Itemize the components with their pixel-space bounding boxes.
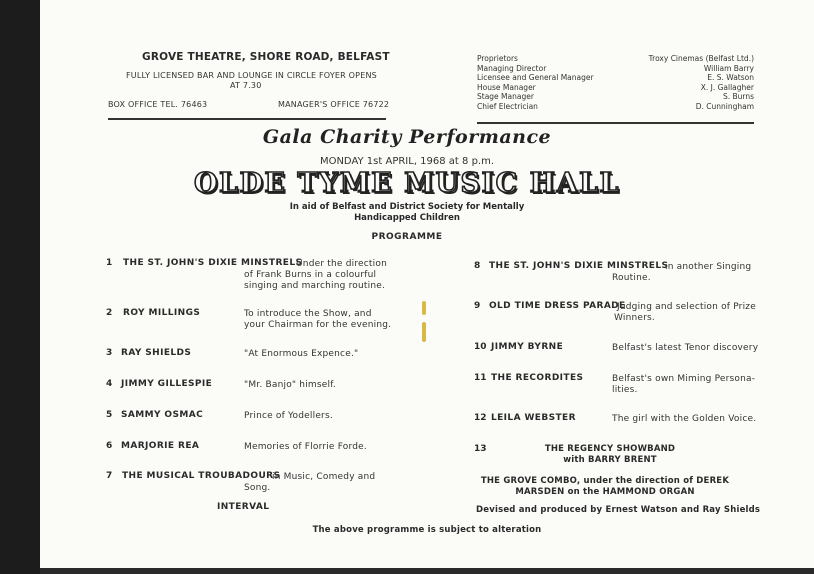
bar-notice-line2: AT 7.30	[230, 81, 262, 90]
act-name: RAY SHIELDS	[121, 348, 192, 358]
item13-line1: THE REGENCY SHOWBAND	[544, 444, 676, 454]
sheet-bottom-edge	[40, 568, 814, 574]
act-name: OLD TIME DRESS PARADE	[489, 301, 626, 311]
act-name: JIMMY BYRNE	[491, 342, 564, 352]
act-description: Routine.	[612, 273, 651, 283]
combo-line2: MARSDEN on the HAMMOND ORGAN	[515, 487, 695, 497]
charity-line2: Handicapped Children	[354, 213, 460, 223]
act-description: To introduce the Show, and	[244, 309, 372, 319]
item13-line2: with BARRY BRENT	[563, 455, 657, 465]
item-number: 9	[474, 301, 481, 311]
staff-role: Stage Manager	[477, 92, 534, 102]
act-name: JIMMY GILLESPIE	[121, 379, 213, 389]
gold-mark	[422, 301, 426, 315]
theatre-name: GROVE THEATRE, SHORE ROAD, BELFAST	[142, 51, 390, 63]
staff-name: Troxy Cinemas (Belfast Ltd.)	[648, 54, 754, 63]
staff-name: E. S. Watson	[707, 73, 754, 83]
act-description: of Frank Burns in a colourful	[244, 270, 377, 280]
staff-roles	[477, 54, 594, 112]
item-number: 1	[106, 258, 113, 268]
item-number: 12	[474, 413, 487, 423]
item-number: 4	[106, 379, 113, 389]
item-number: 3	[106, 348, 113, 358]
act-name: LEILA WEBSTER	[491, 413, 576, 423]
box-office-tel: BOX OFFICE TEL. 76463	[108, 100, 208, 109]
staff-name: D. Cunningham	[695, 101, 754, 111]
act-description: Belfast's own Miming Persona-	[612, 374, 756, 384]
act-description: Prince of Yodellers.	[244, 411, 333, 421]
act-name: THE MUSICAL TROUBADOURS	[122, 471, 281, 481]
act-description: lities.	[612, 385, 638, 395]
item-number: 7	[106, 471, 113, 481]
managers-office-tel: MANAGER'S OFFICE 76722	[278, 100, 390, 109]
grove-combo	[480, 476, 730, 498]
combo-line1: THE GROVE COMBO, under the direction of DEREK	[480, 476, 730, 486]
footer-note: The above programme is subject to alteration	[312, 525, 542, 535]
act-description: "At Enormous Expence."	[244, 349, 359, 359]
staff-name: William Barry	[703, 63, 754, 73]
act-description: Under the direction	[296, 259, 387, 269]
event-date: MONDAY 1st APRIL, 1968 at 8 p.m.	[319, 156, 495, 167]
gold-mark	[422, 322, 426, 342]
header-rule-right	[477, 122, 754, 124]
item-number: 6	[106, 441, 113, 451]
header-rule-left	[108, 118, 386, 120]
act-description: Judging and selection of Prize	[617, 302, 756, 312]
staff-name: S. Burns	[722, 92, 754, 102]
item-number: 10	[474, 342, 487, 352]
interval-label: INTERVAL	[217, 502, 270, 512]
act-description: in Music, Comedy and	[272, 472, 376, 482]
act-description: Belfast's latest Tenor discovery	[612, 343, 759, 353]
staff-role: Licensee and General Manager	[477, 73, 594, 83]
item13-act	[490, 444, 730, 466]
charity-note	[0, 202, 814, 224]
act-description: your Chairman for the evening.	[244, 320, 392, 330]
staff-role: Proprietors	[477, 54, 518, 63]
charity-line1: In aid of Belfast and District Society for Mentally	[289, 202, 525, 212]
item-number: 11	[474, 373, 487, 383]
act-name: MARJORIE REA	[121, 441, 200, 451]
act-name: THE RECORDITES	[491, 373, 584, 383]
act-name: THE ST. JOHN'S DIXIE MINSTRELS	[123, 258, 303, 268]
act-description: in another Singing	[665, 262, 752, 272]
act-name: THE ST. JOHN'S DIXIE MINSTRELS	[489, 261, 669, 271]
devised-credit: Devised and produced by Ernest Watson and Ray Shields	[476, 505, 761, 515]
staff-role: Chief Electrician	[477, 101, 538, 111]
item-number: 8	[474, 261, 481, 271]
item-number: 2	[106, 308, 113, 318]
staff-names	[602, 54, 754, 112]
show-title: OLDE TYME MUSIC HALL	[193, 168, 620, 199]
programme-heading: PROGRAMME	[371, 232, 443, 242]
act-description: Song.	[244, 483, 271, 493]
act-name: ROY MILLINGS	[123, 308, 201, 318]
staff-name: X. J. Gallagher	[700, 82, 754, 92]
item-number: 13	[474, 444, 487, 454]
act-description: The girl with the Golden Voice.	[612, 414, 757, 424]
gala-heading: Gala Charity Performance	[262, 126, 552, 148]
item-number: 5	[106, 410, 113, 420]
act-description: "Mr. Banjo" himself.	[244, 380, 336, 390]
act-description: Winners.	[614, 313, 655, 323]
staff-role: House Manager	[477, 82, 536, 92]
act-description: Memories of Florrie Forde.	[244, 442, 367, 452]
act-name: SAMMY OSMAC	[121, 410, 204, 420]
bar-notice-line1: FULLY LICENSED BAR AND LOUNGE IN CIRCLE FOYER OPENS	[126, 71, 377, 80]
staff-role: Managing Director	[477, 63, 547, 73]
act-description: singing and marching routine.	[244, 281, 386, 291]
